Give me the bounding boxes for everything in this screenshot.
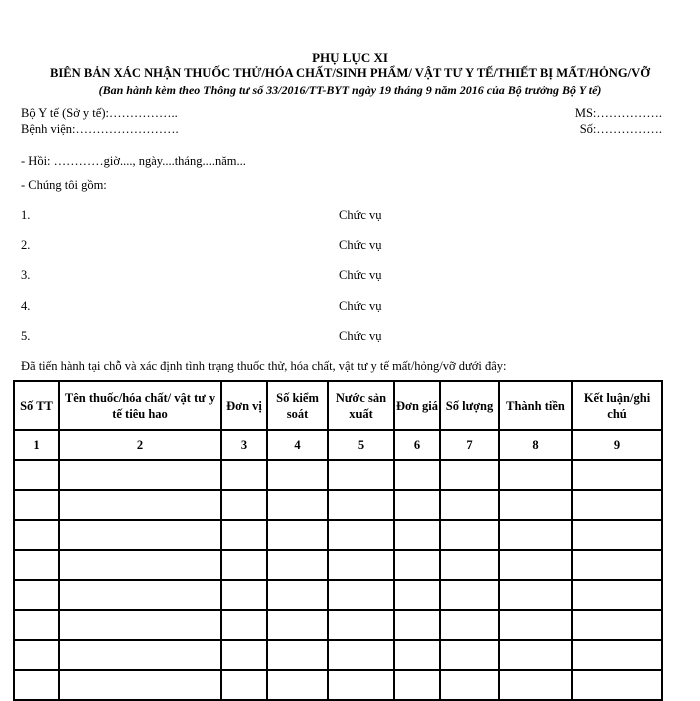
table-row <box>14 520 662 550</box>
table-row <box>14 550 662 580</box>
column-number: 8 <box>499 430 572 460</box>
member-number: 4. <box>21 299 31 313</box>
member-role: Chức vụ <box>339 268 382 282</box>
column-number-row <box>14 430 662 460</box>
column-header: Số TT <box>14 381 59 430</box>
column-number: 1 <box>14 430 59 460</box>
member-number: 2. <box>21 238 31 252</box>
ms-field: MS:……………. <box>574 106 662 120</box>
column-number: 5 <box>328 430 394 460</box>
document-title: BIÊN BẢN XÁC NHẬN THUỐC THỬ/HÓA CHẤT/SINH PHẨM/ VẬT TƯ Y TẾ/THIẾT BỊ MẤT/HỎNG/VỠ <box>49 66 651 80</box>
column-header: Nước sản xuất <box>328 381 394 430</box>
so-field: Số:……………. <box>579 122 662 136</box>
member-number: 3. <box>21 268 31 282</box>
table-row <box>14 670 662 700</box>
member-role: Chức vụ <box>339 208 382 222</box>
hospital-field: Bệnh viện:……………………. <box>21 122 179 136</box>
column-number: 2 <box>59 430 221 460</box>
table-row <box>14 460 662 490</box>
ministry-field: Bộ Y tế (Sở y tế):…………….. <box>21 106 178 120</box>
column-number: 4 <box>267 430 328 460</box>
member-role: Chức vụ <box>339 299 382 313</box>
column-number: 9 <box>572 430 662 460</box>
column-header: Đơn vị <box>221 381 267 430</box>
table-header-row <box>14 381 662 430</box>
member-role: Chức vụ <box>339 238 382 252</box>
column-number: 3 <box>221 430 267 460</box>
column-header: Thành tiền <box>499 381 572 430</box>
column-header: Kết luận/ghi chú <box>572 381 662 430</box>
members-intro: - Chúng tôi gồm: <box>21 178 107 192</box>
issuance-note: (Ban hành kèm theo Thông tư số 33/2016/TT-BYT ngày 19 tháng 9 năm 2016 của Bộ trưởng Bộ Y tế) <box>98 83 602 97</box>
column-header: Số lượng <box>440 381 499 430</box>
appendix-title: PHỤ LỤC XI <box>312 50 388 65</box>
table-row <box>14 640 662 670</box>
table-row <box>14 490 662 520</box>
column-header: Tên thuốc/hóa chất/ vật tư y tế tiêu hao <box>59 381 221 430</box>
member-role: Chức vụ <box>339 329 382 343</box>
items-table <box>13 380 663 701</box>
column-header: Đơn giá <box>394 381 440 430</box>
member-number: 5. <box>21 329 31 343</box>
table-row <box>14 610 662 640</box>
statement-text: Đã tiến hành tại chỗ và xác định tình trạng thuốc thử, hóa chất, vật tư y tế mất/hỏng/vỡ dưới đây: <box>21 359 507 373</box>
column-number: 7 <box>440 430 499 460</box>
meeting-time: - Hồi: …………giờ...., ngày....tháng....năm... <box>21 154 246 168</box>
table-row <box>14 580 662 610</box>
member-number: 1. <box>21 208 31 222</box>
column-header: Số kiểm soát <box>267 381 328 430</box>
column-number: 6 <box>394 430 440 460</box>
